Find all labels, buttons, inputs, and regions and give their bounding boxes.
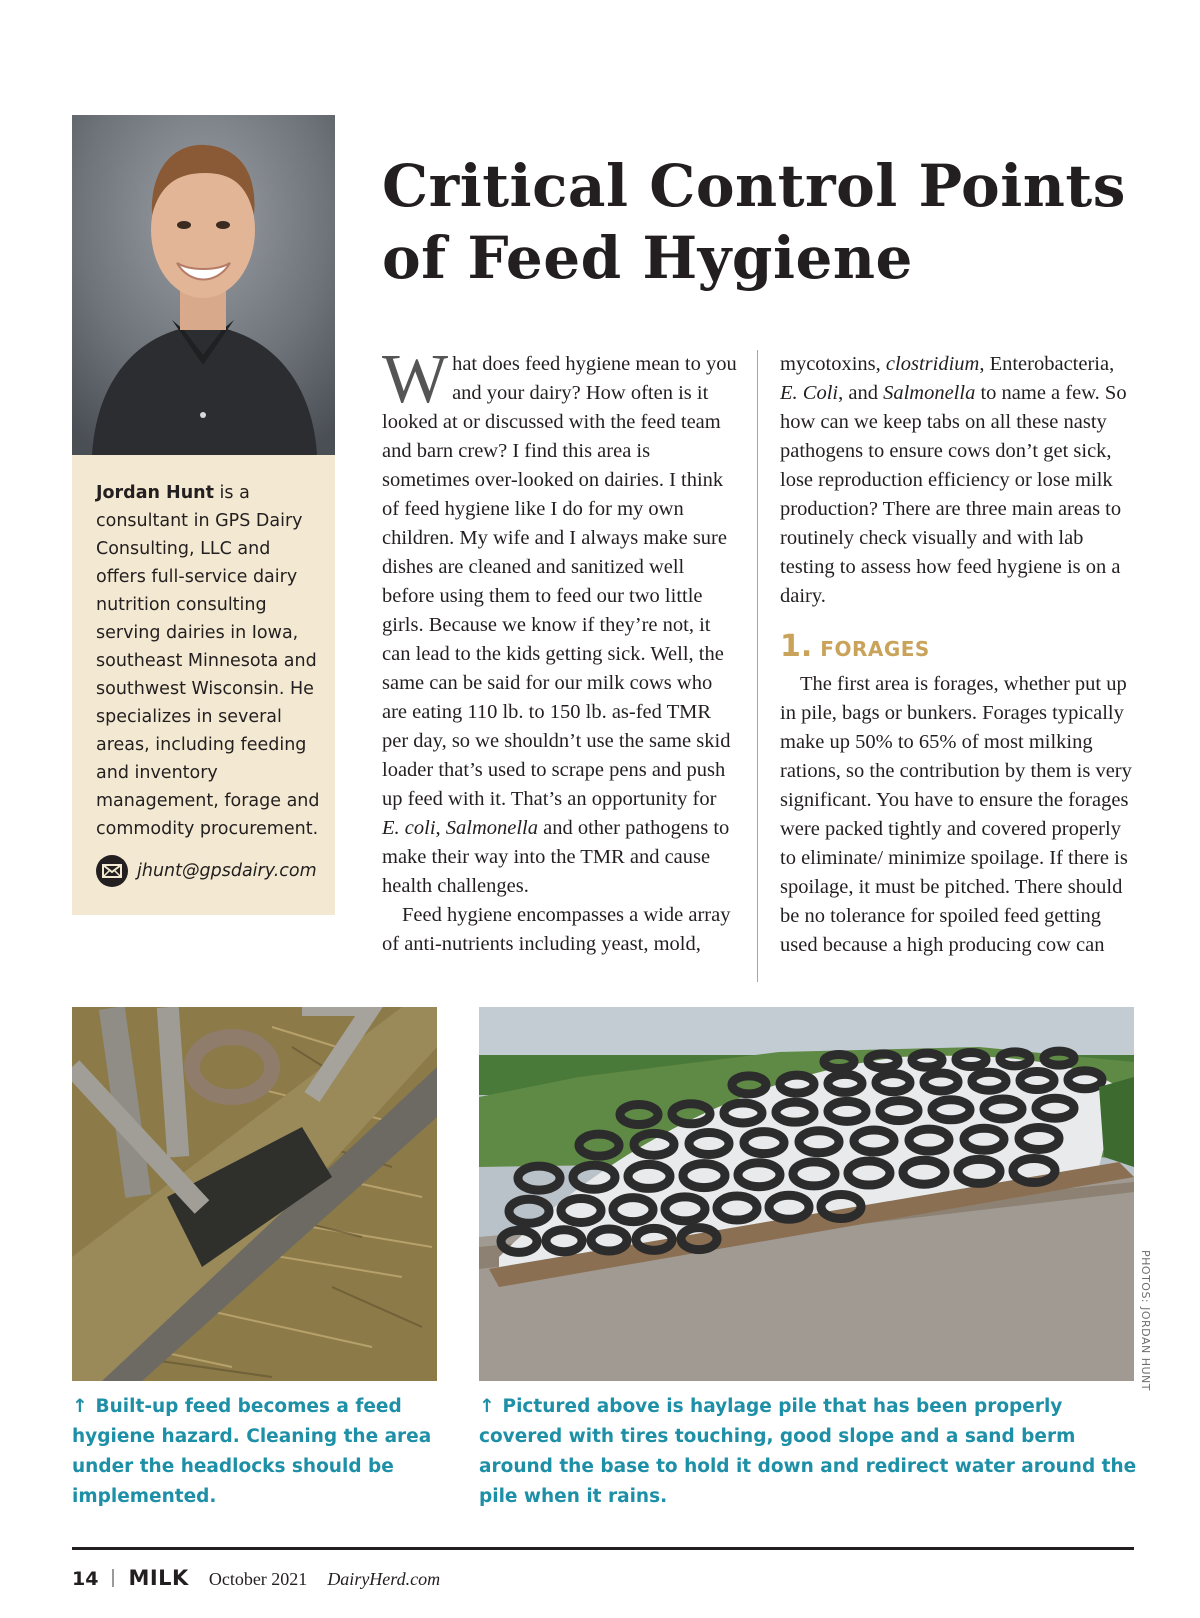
section-title: FORAGES <box>820 637 930 661</box>
page-number: 14 <box>72 1568 99 1590</box>
tire <box>518 1166 560 1190</box>
paragraph-2 <box>382 901 737 959</box>
paragraph-1-ecoli: E. coli <box>382 817 436 839</box>
caption-haylage-text: Pictured above is haylage pile that has been properly covered with tires touching, good slope and a sand berm around the base to hold it down and redirect water around the pile when it rains. <box>479 1396 1137 1507</box>
photo-credit-text: PHOTOS: JORDAN HUNT <box>1139 1250 1152 1391</box>
author-bio <box>96 479 321 843</box>
article-title <box>382 150 1142 294</box>
paragraph-2-salmonella: Salmonella <box>883 382 976 404</box>
paragraph-1-salmonella: Salmonella <box>445 817 539 839</box>
photo-headlocks <box>72 1007 437 1381</box>
author-email-row[interactable] <box>96 855 317 887</box>
author-email[interactable]: jhunt@gpsdairy.com <box>137 861 317 881</box>
paragraph-1-comma: , <box>435 817 446 839</box>
section-heading-forages <box>780 631 1135 664</box>
column-divider <box>757 350 758 982</box>
issue-date: October 2021 <box>208 1569 308 1589</box>
tire <box>509 1199 549 1223</box>
drop-cap: W <box>382 341 449 418</box>
footer <box>72 1566 440 1590</box>
footer-separator <box>112 1569 114 1587</box>
caption-headlocks-text: Built-up feed becomes a feed hygiene hazard. Cleaning the area under the headlocks should be implemented. <box>72 1396 432 1507</box>
up-arrow-icon: ↑ <box>72 1396 88 1417</box>
magazine-name: MILK <box>128 1566 189 1590</box>
article-title-line1: Critical Control Points <box>382 152 1126 220</box>
author-bio-box <box>72 455 335 915</box>
caption-headlocks <box>72 1392 447 1512</box>
paragraph-2-ecoli: E. Coli <box>780 382 839 404</box>
website[interactable]: DairyHerd.com <box>327 1569 441 1589</box>
caption-haylage <box>479 1392 1139 1512</box>
paragraph-2-text-b: , Enterobacteria, <box>979 353 1115 375</box>
paragraph-2-text-a: Feed hygiene encompasses a wide array of anti-nutrients including yeast, mold, <box>382 904 731 955</box>
body-column-1 <box>382 341 737 959</box>
photo-credit <box>1138 1250 1158 1391</box>
paragraph-3: The first area is forages, whether put up in pile, bags or bunkers. Forages typically make up 50% to 65% of most milking rations, so the contribution by them is very significant. You have to ensure the forages were packed tightly and covered properly to eliminate/ minimize spoilage. If there is spoilage, it must be pitched. There should be no tolerance for spoiled feed getting used because a high producing cow can <box>780 673 1132 956</box>
paragraph-2-continued <box>780 350 1135 611</box>
author-photo <box>72 115 335 455</box>
paragraph-1 <box>382 341 737 901</box>
mail-icon <box>96 855 128 887</box>
paragraph-2-text-c: , and <box>838 382 884 404</box>
body-column-2 <box>780 350 1135 960</box>
author-name: Jordan Hunt <box>96 483 214 503</box>
paragraph-1-text-a: hat does feed hygiene mean to you and your dairy? How often is it looked at or discussed with the feed team and barn crew? I find this area is sometimes over-looked on dairies. I think of feed hygiene like I do for my own children. My wife and I always make sure dishes are cleaned and sanitized well before using them to feed our two little girls. Because we know if they’re not, it can lead to the kids getting sick. Well, the same can be said for our milk cows who are eating 110 lb. to 150 lb. as-fed TMR per day, so we shouldn’t use the same skid loader that’s used to scrape pens and push up feed with it. That’s an opportunity for <box>382 353 737 810</box>
footer-rule <box>72 1547 1134 1550</box>
paragraph-2-text-a: mycotoxins, <box>780 353 886 375</box>
up-arrow-icon: ↑ <box>479 1396 495 1417</box>
author-bio-text: is a consultant in GPS Dairy Consulting, LLC and offers full-service dairy nutrition consulting serving dairies in Iowa, southeast Minnesota and southwest Wisconsin. He specializes in several areas, including feeding and inventory management, forage and commodity procurement. <box>96 483 320 839</box>
paragraph-2-text-d: to name a few. So how can we keep tabs on all these nasty pathogens to ensure cows don’t get sick, lose reproduction efficiency or lose milk production? There are three main areas to routinely check visually and with lab testing to assess how feed hygiene is on a dairy. <box>780 382 1127 607</box>
paragraph-1-text-b: and other pathogens to make their way into the TMR and cause health challenges. <box>382 817 730 897</box>
section-number: 1. <box>780 629 813 664</box>
article-title-line2: of Feed Hygiene <box>382 224 913 292</box>
photo-haylage-pile <box>479 1007 1134 1381</box>
paragraph-2-clostridium: clostridium <box>885 353 980 375</box>
